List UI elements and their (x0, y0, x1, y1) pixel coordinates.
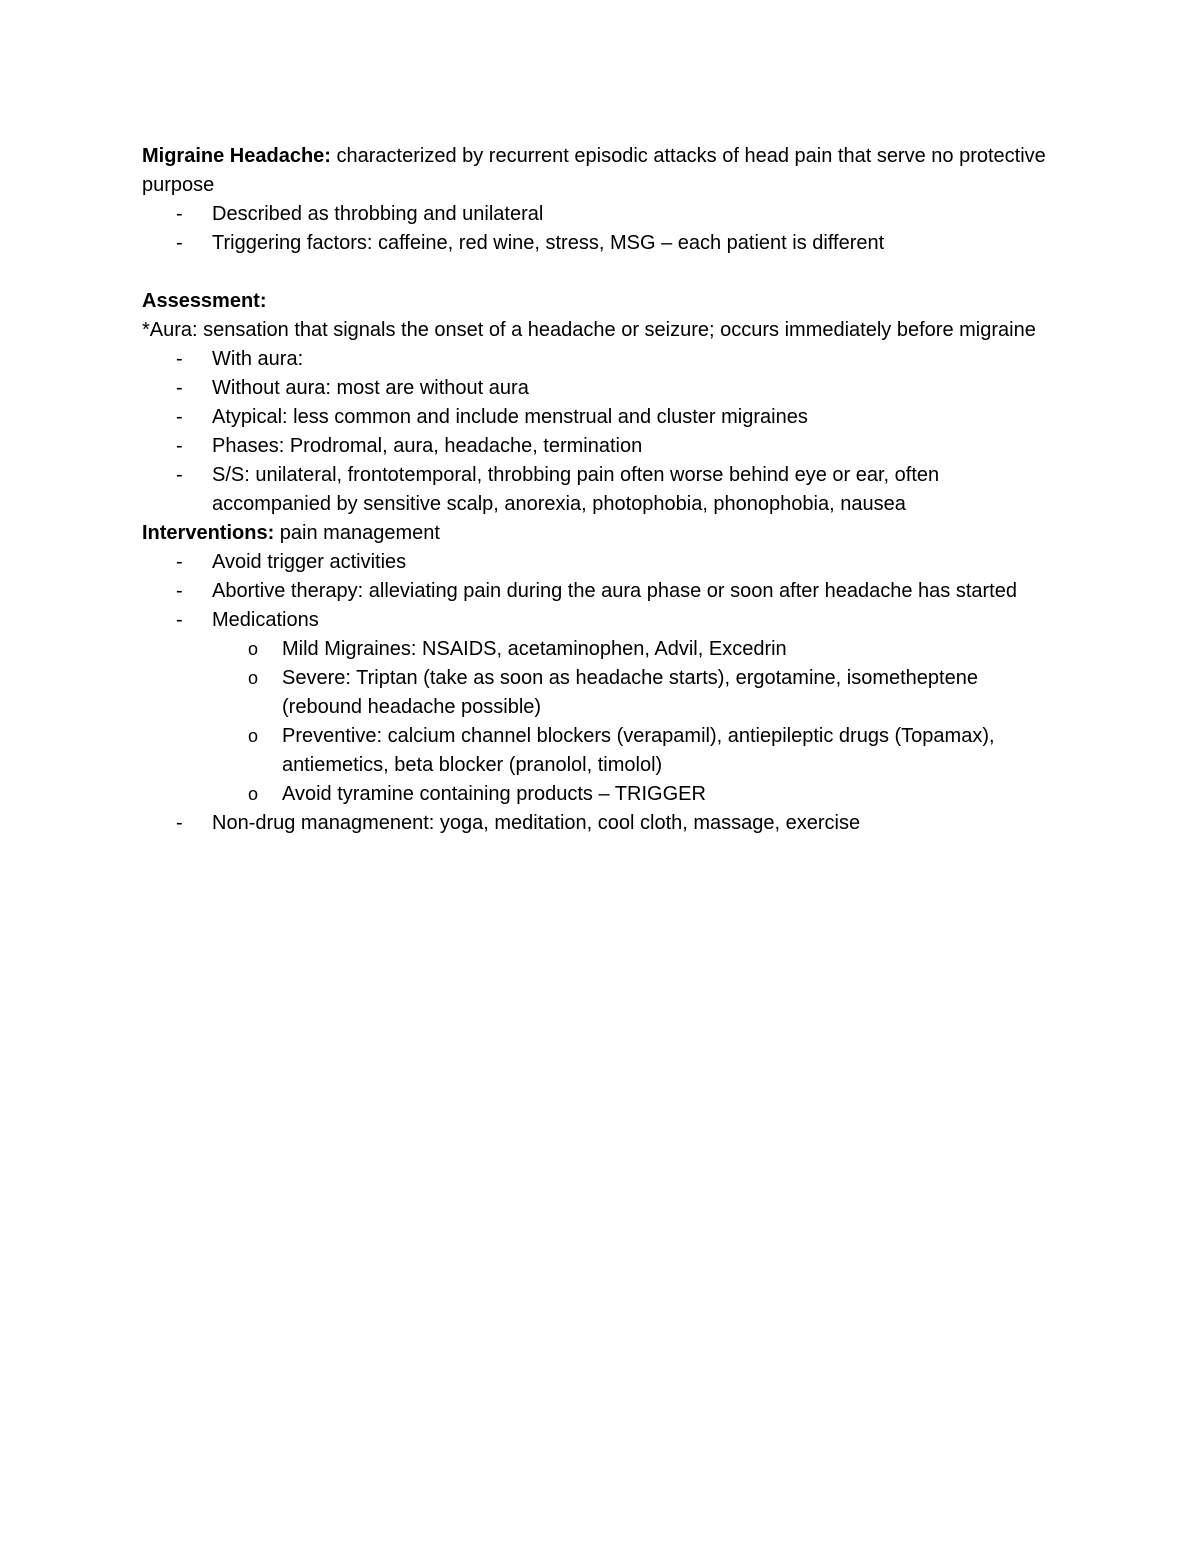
list-item: - Non-drug managmenent: yoga, meditation, cool cloth, massage, exercise (142, 809, 1062, 838)
circle-marker: o (248, 639, 259, 659)
dash-marker: - (176, 203, 183, 225)
circle-marker: o (248, 668, 259, 688)
list-item: - Without aura: most are without aura (142, 374, 1062, 403)
document-page (142, 142, 1062, 838)
dash-marker: - (176, 406, 183, 428)
list-item: o Avoid tyramine containing products – TRIGGER (212, 780, 1062, 809)
dash-marker: - (176, 464, 183, 486)
list-item: o Preventive: calcium channel blockers (verapamil), antiepileptic drugs (Topamax), antiemetics, beta blocker (pranolol, timolol) (212, 722, 1062, 780)
dash-marker: - (176, 551, 183, 573)
interventions-heading: Interventions: (142, 522, 275, 544)
list-item: - Abortive therapy: alleviating pain during the aura phase or soon after headache has started (142, 577, 1062, 606)
dash-marker: - (176, 232, 183, 254)
interventions-text: pain management (274, 522, 440, 544)
dash-marker: - (176, 812, 183, 834)
list-item: - Avoid trigger activities (142, 548, 1062, 577)
migraine-heading: Migraine Headache: (142, 145, 331, 167)
assessment-heading: Assessment: (142, 290, 267, 312)
circle-marker: o (248, 726, 259, 746)
dash-marker: - (176, 348, 183, 370)
spacer (142, 258, 1062, 287)
dash-marker: - (176, 580, 183, 602)
list-item: - Described as throbbing and unilateral (142, 200, 1062, 229)
list-item: o Severe: Triptan (take as soon as headache starts), ergotamine, isometheptene (rebound headache possible) (212, 664, 1062, 722)
dash-marker: - (176, 377, 183, 399)
interventions-line (142, 519, 1062, 548)
migraine-definition (142, 142, 1062, 200)
list-item: - Triggering factors: caffeine, red wine, stress, MSG – each patient is different (142, 229, 1062, 258)
list-item: - With aura: (142, 345, 1062, 374)
dash-marker: - (176, 609, 183, 631)
list-item: o Mild Migraines: NSAIDS, acetaminophen, Advil, Excedrin (212, 635, 1062, 664)
migraine-definition-text: characterized by recurrent episodic attacks of head pain that serve no protective purpose (142, 145, 1046, 196)
dash-marker: - (176, 435, 183, 457)
list-item: - Atypical: less common and include menstrual and cluster migraines (142, 403, 1062, 432)
interventions-list (142, 548, 1062, 838)
list-item: - Phases: Prodromal, aura, headache, termination (142, 432, 1062, 461)
list-item: - Medications o Mild Migraines: NSAIDS, acetaminophen, Advil, Excedrin o Severe: Triptan (take as soon as headache starts), ergotamine, isometheptene (rebound headache possible) o Preventive: calcium channel blockers (verapamil), antiepileptic drugs (Topamax), antiemetics, beta blocker (pranolol, timolol) o Avoid tyramine containing products – TRIGGER (142, 606, 1062, 809)
assessment-list (142, 345, 1062, 519)
list-item: - S/S: unilateral, frontotemporal, throbbing pain often worse behind eye or ear, often accompanied by sensitive scalp, anorexia, photophobia, phonophobia, nausea (142, 461, 1062, 519)
aura-definition: *Aura: sensation that signals the onset of a headache or seizure; occurs immediately before migraine (142, 319, 1036, 341)
medications-list (212, 635, 1062, 809)
migraine-list (142, 200, 1062, 258)
circle-marker: o (248, 784, 259, 804)
